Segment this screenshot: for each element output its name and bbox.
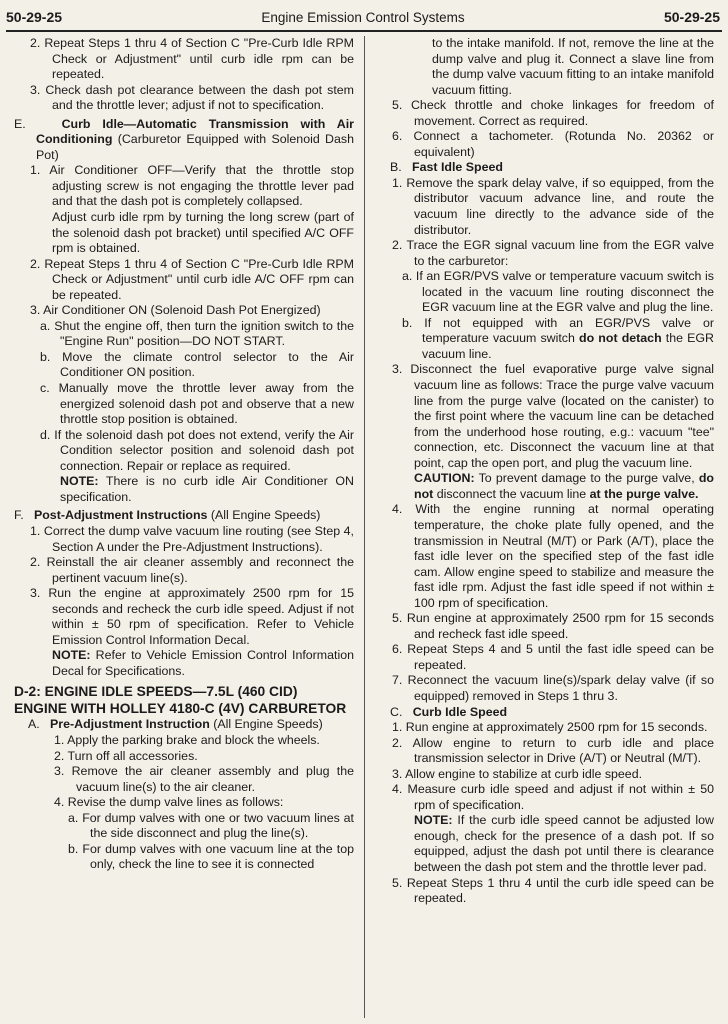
step-c2-right: 2. Allow engine to return to curb idle and place transmission selector in Drive (A/T) or Neutral (M/T).	[392, 735, 714, 766]
right-column	[376, 36, 714, 907]
section-e-heading	[14, 117, 354, 164]
step-b2: 2. Trace the EGR signal vacuum line from the EGR valve to the carburetor:	[392, 238, 714, 268]
section-b-heading	[376, 160, 714, 176]
step-a4b: b. For dump valves with one vacuum line at the top only, check the line to see it is connected	[68, 841, 354, 872]
section-b-letter: B.	[390, 160, 402, 175]
section-e-subtitle: (Carburetor Equipped with Solenoid Dash Pot)	[36, 132, 354, 162]
page-number-left: 50-29-25	[6, 9, 63, 25]
step-e3a: a. Shut the engine off, then turn the ignition switch to the "Engine Run" position—DO NOT START.	[40, 318, 354, 349]
step-b2b-text: b. If not equipped with an EGR/PVS valve or temperature vacuum switch	[402, 315, 714, 346]
section-d2-heading: D-2: ENGINE IDLE SPEEDS—7.5L (460 CID) ENGINE WITH HOLLEY 4180-C (4V) CARBURETOR	[14, 684, 347, 717]
section-f-subtitle: (All Engine Speeds)	[207, 508, 321, 523]
step-c3-right: 3. Allow engine to stabilize at curb idle speed.	[392, 766, 643, 781]
step-a4a: a. For dump valves with one or two vacuum lines at the side disconnect and plug the line(s).	[68, 810, 354, 841]
section-a-title: Pre-Adjustment Instruction	[50, 717, 210, 732]
note-f3	[14, 648, 354, 679]
step-c3: 3. Check dash pot clearance between the dash pot stem and the throttle lever; adjust if not to specification.	[30, 82, 354, 113]
page-number-right: 50-29-25	[663, 9, 720, 25]
step-c2: 2. Repeat Steps 1 thru 4 of Section C "Pre-Curb Idle RPM Check or Adjustment" until curb idle rpm can be repeated.	[30, 36, 354, 82]
note-text: There is no curb idle Air Conditioner ON specification.	[60, 474, 354, 504]
step-c5: 5. Repeat Steps 1 thru 4 until the curb idle speed can be repeated.	[392, 875, 714, 906]
step-b2b-emphasis: do not detach	[579, 331, 662, 346]
step-a5: 5. Check throttle and choke linkages for freedom of movement. Correct as required.	[392, 98, 714, 128]
note-text: Refer to Vehicle Emission Control Information Decal for Specifications.	[52, 648, 354, 678]
section-f-letter: F.	[14, 508, 24, 523]
caution-text-2: disconnect the vacuum line	[433, 486, 590, 501]
step-b2b	[376, 316, 714, 363]
section-c-letter: C.	[390, 704, 403, 719]
page-title: Engine Emission Control Systems	[261, 9, 465, 25]
step-a4: 4. Revise the dump valve lines as follows:	[54, 795, 284, 810]
step-e3: 3. Air Conditioner ON (Solenoid Dash Pot Energized)	[30, 303, 321, 318]
caution-label: CAUTION:	[414, 471, 475, 486]
header-rule	[6, 30, 722, 32]
step-b1: 1. Remove the spark delay valve, if so equipped, from the distributor vacuum advance line, and route the vacuum line directly to the advance side of the distributor.	[392, 175, 714, 237]
step-e3c: c. Manually move the throttle lever away from the energized solenoid dash pot and observe that a new throttle stop position is obtained.	[40, 381, 354, 427]
caution-b3	[376, 471, 714, 502]
section-f-heading	[14, 508, 354, 524]
step-e2: 2. Repeat Steps 1 thru 4 of Section C "Pre-Curb Idle RPM Check or Adjustment" until curb idle A/C OFF rpm can be repeated.	[30, 256, 354, 302]
step-e3b: b. Move the climate control selector to the Air Conditioner ON position.	[40, 349, 354, 380]
note-label: NOTE:	[52, 648, 91, 663]
section-a-letter: A.	[28, 717, 40, 732]
section-c-heading	[376, 705, 714, 721]
step-b2a: a. If an EGR/PVS valve or temperature vacuum switch is located in the vacuum line routing disconnect the EGR vacuum line at the EGR valve and plug the line.	[402, 269, 714, 315]
step-a1: 1. Apply the parking brake and block the wheels.	[54, 732, 320, 747]
step-c4: 4. Measure curb idle speed and adjust if not within ± 50 rpm of specification.	[392, 782, 714, 812]
step-e3d: d. If the solenoid dash pot does not extend, verify the Air Condition selector position and solenoid dash pot connection. Repair or replace as required.	[40, 427, 354, 473]
step-e1-continued: Adjust curb idle rpm by turning the long screw (part of the solenoid dash pot bracket) until specified A/C OFF rpm is obtained.	[52, 210, 354, 256]
section-a-subtitle: (All Engine Speeds)	[209, 717, 323, 732]
section-e-title: Curb Idle—Automatic Transmission with Air Conditioning	[36, 116, 355, 147]
step-b6: 6. Repeat Steps 4 and 5 until the fast idle speed can be repeated.	[392, 642, 714, 672]
step-e1: 1. Air Conditioner OFF—Verify that the throttle stop adjusting screw is not engaging the throttle lever pad and that the dash pot is completely collapsed.	[30, 163, 354, 209]
caution-emphasis-1: do not	[414, 471, 714, 501]
note-label: NOTE:	[60, 474, 99, 489]
step-c1: 1. Run engine at approximately 2500 rpm for 15 seconds.	[392, 720, 708, 735]
step-a3: 3. Remove the air cleaner assembly and plug the vacuum line(s) to the air cleaner.	[54, 764, 354, 794]
section-c-title: Curb Idle Speed	[412, 704, 508, 719]
left-column	[14, 36, 354, 873]
column-divider	[364, 36, 365, 1018]
section-f-title: Post-Adjustment Instructions	[33, 508, 208, 523]
note-text: If the curb idle speed cannot be adjusted low enough, check for the presence of a dash pot. If so equipped, adjust the dash pot until there is clearance between the dash pot stem and the throttle lever pad.	[414, 813, 714, 874]
note-e3d	[14, 474, 354, 505]
step-f1: 1. Correct the dump valve vacuum line routing (see Step 4, Section A under the Pre-Adjustment Instructions).	[30, 523, 354, 554]
step-a6: 6. Connect a tachometer. (Rotunda No. 20362 or equivalent)	[392, 129, 714, 159]
section-b-title: Fast Idle Speed	[412, 160, 503, 175]
step-b2b-tail: the EGR vacuum line.	[422, 331, 714, 361]
note-label: NOTE:	[414, 813, 453, 828]
caution-text: To prevent damage to the purge valve,	[474, 471, 699, 486]
step-a2: 2. Turn off all accessories.	[54, 748, 198, 763]
step-b4: 4. With the engine running at normal operating temperature, the choke plate fully opened, and the transmission in Neutral (M/T) or Park (A/T), place the fast idle lever on the specified step of the fast idle cam. Allow engine speed to stabilize and measure the fast idle rpm. Adjust the fast idle speed if not within ± 100 rpm of specification.	[392, 502, 714, 610]
step-b7: 7. Reconnect the vacuum line(s)/spark delay valve (if so equipped) removed in Steps 1 thru 3.	[392, 673, 714, 703]
section-e-letter: E.	[14, 116, 26, 131]
caution-emphasis-2: at the purge valve.	[589, 486, 699, 501]
note-c4	[376, 813, 714, 875]
section-a-heading	[14, 717, 354, 733]
step-a4b-continued: to the intake manifold. If not, remove the line at the dump valve and plug it. Connect a slave line from the dump valve vacuum fitting to an intake manifold vacuum fitting.	[432, 36, 714, 97]
page-header	[6, 6, 720, 28]
step-f2: 2. Reinstall the air cleaner assembly and reconnect the pertinent vacuum line(s).	[30, 555, 354, 585]
step-f3: 3. Run the engine at approximately 2500 rpm for 15 seconds and recheck the curb idle speed. Adjust if not within ± 50 rpm of specification. Refer to Vehicle Emission Control Information Decal.	[30, 586, 354, 647]
step-b3: 3. Disconnect the fuel evaporative purge valve signal vacuum line as follows: Trace the purge valve vacuum line from the purge valve (located on the canister) to the first point where the vacuum line can be detached from the underhood hose routing, e.g.: vacuum "tee" connection, etc. Disconnect the vacuum line at that point, cap the open port, and plug the vacuum line.	[392, 362, 714, 470]
step-b5: 5. Run engine at approximately 2500 rpm for 15 seconds and recheck fast idle speed.	[392, 611, 714, 641]
